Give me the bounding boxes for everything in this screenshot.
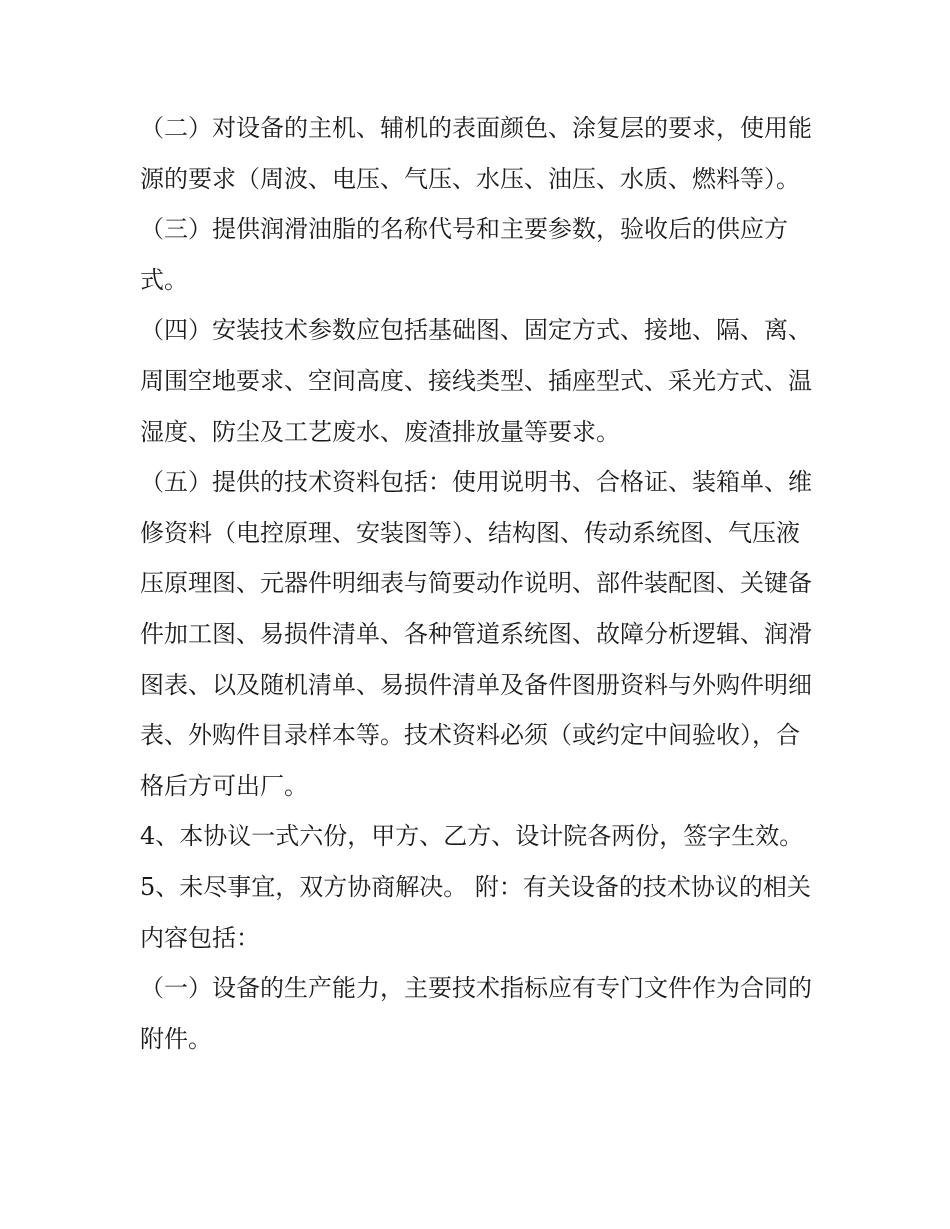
paragraph-lubricant-info: （三）提供润滑油脂的名称代号和主要参数，验收后的供应方式。: [140, 215, 788, 294]
paragraph-installation-parameters: （四）安装技术参数应包括基础图、固定方式、接地、隔、离、周围空地要求、空间高度、接线类型、插座型式、采光方式、温湿度、防尘及工艺废水、废渣排放量等要求。: [140, 316, 812, 446]
document-body: [140, 103, 815, 1064]
paragraph-technical-documents: （五）提供的技术资料包括：使用说明书、合格证、装箱单、维修资料（电控原理、安装图等）、结构图、传动系统图、气压液压原理图、元器件明细表与简要动作说明、部件装配图、关键备件加工图、易损件清单、各种管道系统图、故障分析逻辑、润滑图表、以及随机清单、易损件清单及备件图册资料与外购件明细表、外购件目录样本等。技术资料必须（或约定中间验收），合格后方可出厂。: [140, 468, 812, 800]
paragraph-surface-and-energy-requirements: （二）对设备的主机、辅机的表面颜色、涂复层的要求，使用能源的要求（周波、电压、气压、水压、油压、水质、燃料等）。: [140, 114, 812, 193]
paragraph-production-capacity: （一）设备的生产能力，主要技术指标应有专门文件作为合同的附件。: [140, 974, 812, 1053]
paragraph-agreement-copies: 4、本协议一式六份，甲方、乙方、设计院各两份，签字生效。 5、未尽事宜，双方协商解决。 附：有关设备的技术协议的相关内容包括：: [140, 822, 811, 952]
